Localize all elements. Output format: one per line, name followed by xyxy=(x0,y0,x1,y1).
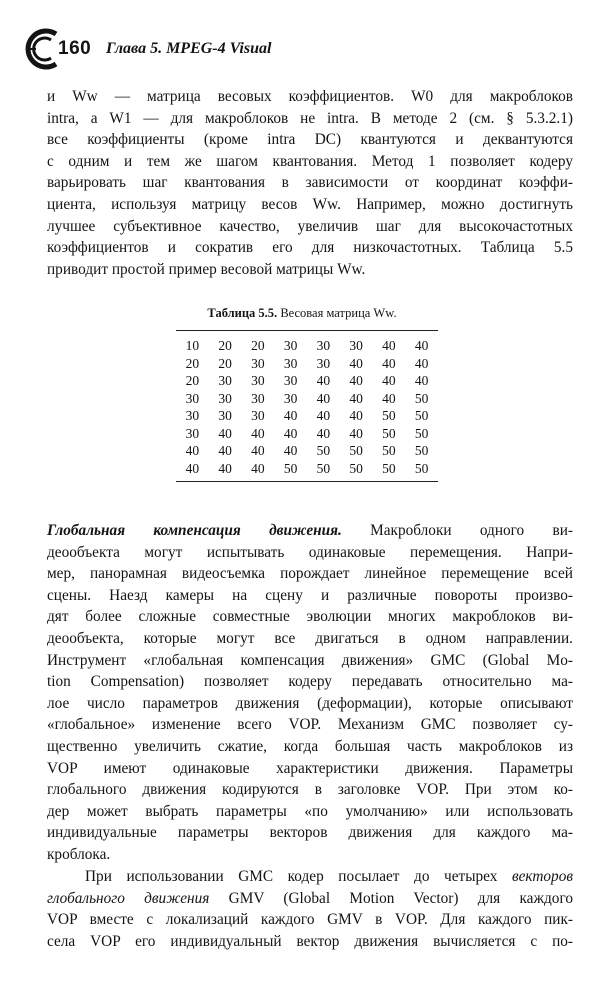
text-line: коэффициентов и сократив его для низкочастотных. Таблица 5.5 xyxy=(47,239,573,257)
matrix xyxy=(176,337,438,477)
matrix-cell: 30 xyxy=(218,373,232,388)
matrix-cell: 30 xyxy=(251,355,265,371)
matrix-cell: 40 xyxy=(251,443,265,458)
matrix-cell: 40 xyxy=(414,373,429,388)
text-line: села VOP его индивидуальный вектор движения вычисляется с по- xyxy=(47,932,573,950)
text-line: intra, а W1 — для макроблоков не intra. В методе 2 (см. § 5.3.2.1) xyxy=(47,109,573,127)
text-fragment: Макроблоки одного ви- xyxy=(370,522,573,539)
matrix-cell: 50 xyxy=(382,408,396,423)
matrix-cell: 40 xyxy=(185,443,200,458)
matrix-cell: 40 xyxy=(316,390,331,406)
matrix-cell: 30 xyxy=(349,338,363,353)
matrix-cell: 50 xyxy=(414,443,429,458)
paragraph-2 xyxy=(47,520,573,866)
matrix-row xyxy=(176,372,438,390)
matrix-cell: 40 xyxy=(414,355,429,371)
text-line: деообъекта могут испытывать одинаковые перемещения. Напри- xyxy=(47,543,573,561)
text-line: дер может выбрать параметры «по умолчанию» или использовать xyxy=(47,802,573,820)
text-line: деообъекта, которые могут все двигаться в одном направлении. xyxy=(47,629,573,647)
matrix-cell: 30 xyxy=(316,338,331,353)
matrix-cell: 40 xyxy=(283,425,298,441)
matrix-cell: 30 xyxy=(218,408,232,423)
text-line: щественно увеличить сжатие, когда большая часть макроблоков из xyxy=(47,737,573,755)
matrix-cell: 30 xyxy=(283,338,298,353)
matrix-cell: 30 xyxy=(218,390,232,406)
text-fragment: При использовании GMC кодер посылает до четырех xyxy=(85,868,498,885)
text-line: индивидуальные параметры векторов движения для каждого ма- xyxy=(47,824,573,842)
matrix-cell: 40 xyxy=(316,408,331,423)
matrix-cell: 50 xyxy=(283,460,298,476)
matrix-cell: 40 xyxy=(349,373,363,388)
matrix-row xyxy=(176,407,438,425)
book-logo-icon xyxy=(18,28,60,70)
matrix-cell: 20 xyxy=(218,355,232,371)
matrix-cell: 40 xyxy=(218,425,232,441)
matrix-cell: 40 xyxy=(185,460,200,476)
text-line: все коэффициенты (кроме intra DC) квантуются и деквантуются xyxy=(47,131,573,149)
paragraph-1 xyxy=(47,86,573,280)
text-line: кроблока. xyxy=(47,845,111,863)
matrix-cell: 50 xyxy=(414,408,429,423)
matrix-cell: 50 xyxy=(382,425,396,441)
matrix-cell: 30 xyxy=(185,425,200,441)
matrix-cell: 40 xyxy=(316,425,331,441)
section-heading: Глобальная компенсация движения. xyxy=(47,522,342,539)
text-line: варьировать шаг квантования в зависимости от координат коэффи- xyxy=(47,174,573,192)
matrix-cell: 50 xyxy=(382,443,396,458)
matrix-cell: 20 xyxy=(185,373,200,388)
matrix-row xyxy=(176,337,438,355)
text-line: приводит простой пример весовой матрицы Ww. xyxy=(47,260,366,278)
text-line: Инструмент «глобальная компенсация движения» GMC (Global Mo- xyxy=(47,651,573,669)
matrix-cell: 40 xyxy=(283,408,298,423)
text-line xyxy=(47,866,573,888)
matrix-cell: 50 xyxy=(316,460,331,476)
matrix-cell: 10 xyxy=(185,338,200,353)
matrix-cell: 50 xyxy=(414,460,429,476)
matrix-cell: 30 xyxy=(185,408,200,423)
matrix-cell: 30 xyxy=(283,355,298,371)
matrix-cell: 40 xyxy=(218,460,232,476)
page-number: 160 xyxy=(58,38,92,59)
matrix-cell: 40 xyxy=(382,355,396,371)
table-caption-text: Весовая матрица Ww. xyxy=(280,306,397,320)
paragraph-3 xyxy=(47,866,573,952)
matrix-cell: 30 xyxy=(185,390,200,406)
matrix-cell: 50 xyxy=(349,443,363,458)
matrix-cell: 40 xyxy=(382,338,396,353)
matrix-cell: 40 xyxy=(349,408,363,423)
matrix-cell: 40 xyxy=(283,443,298,458)
matrix-cell: 40 xyxy=(349,355,363,371)
text-line: «глобальное» изменение всего VOP. Механизм GMC позволяет су- xyxy=(47,716,573,734)
matrix-cell: 30 xyxy=(283,373,298,388)
text-line: мер, панорамная видеосъемка порождает линейное перемещение всей xyxy=(47,565,573,583)
matrix-cell: 40 xyxy=(382,373,396,388)
text-line: циента, используя матрицу весов Ww. Например, можно достигнуть xyxy=(47,195,573,213)
text-line: лучшее субъективное качество, увеличив шаг для высокочастотных xyxy=(47,217,573,235)
text-line: VOP имеют одинаковые характеристики движения. Параметры xyxy=(47,759,573,777)
matrix-row xyxy=(176,355,438,373)
text-line: и Ww — матрица весовых коэффициентов. W0 для макроблоков xyxy=(47,88,573,105)
matrix-cell: 40 xyxy=(349,390,363,406)
text-fragment-italic: глобального движения xyxy=(47,889,210,907)
matrix-cell: 50 xyxy=(382,460,396,476)
matrix-row xyxy=(176,390,438,408)
text-line: сцены. Наезд камеры на сцену и различные повороты произво- xyxy=(47,586,573,604)
matrix-cell: 50 xyxy=(414,390,429,406)
matrix-cell: 30 xyxy=(251,390,265,406)
text-line: глобального движения кодируются в заголовке VOP. При этом ко- xyxy=(47,781,573,799)
text-line: с одним и тем же шагом квантования. Метод 1 позволяет кодеру xyxy=(47,152,573,170)
text-line: tion Compensation) позволяет кодеру передавать относительно ма- xyxy=(47,673,573,691)
weight-matrix-table xyxy=(176,330,438,482)
matrix-cell: 50 xyxy=(414,425,429,441)
matrix-cell: 20 xyxy=(185,355,200,371)
text-line: дят более сложные совместные эволюции многих макроблоков ви- xyxy=(47,608,573,626)
matrix-row xyxy=(176,460,438,478)
matrix-cell: 40 xyxy=(349,425,363,441)
matrix-row xyxy=(176,425,438,443)
text-line xyxy=(47,520,573,542)
table-caption-label: Таблица 5.5. xyxy=(207,306,278,320)
matrix-cell: 40 xyxy=(218,443,232,458)
table-bottom-rule xyxy=(176,481,438,482)
matrix-cell: 30 xyxy=(251,373,265,388)
matrix-cell: 40 xyxy=(382,390,396,406)
matrix-row xyxy=(176,442,438,460)
matrix-cell: 40 xyxy=(251,425,265,441)
matrix-cell: 40 xyxy=(251,460,265,476)
text-line: VOP вместе с локализаций каждого GMV в VOP. Для каждого пик- xyxy=(47,911,573,929)
matrix-cell: 40 xyxy=(316,373,331,388)
matrix-cell: 30 xyxy=(283,390,298,406)
matrix-cell: 50 xyxy=(316,443,331,458)
matrix-cell: 40 xyxy=(414,338,429,353)
table-caption xyxy=(0,306,604,321)
matrix-cell: 20 xyxy=(251,338,265,353)
text-fragment-italic: векторов xyxy=(511,868,573,885)
text-fragment: GMV (Global Motion Vector) для каждого xyxy=(228,889,573,907)
matrix-cell: 30 xyxy=(316,355,331,371)
matrix-cell: 30 xyxy=(251,408,265,423)
table-top-rule xyxy=(176,330,438,331)
chapter-title: Глава 5. MPEG-4 Visual xyxy=(106,40,272,57)
page-header xyxy=(18,28,588,70)
matrix-cell: 50 xyxy=(349,460,363,476)
text-line xyxy=(47,888,573,910)
matrix-cell: 20 xyxy=(218,338,232,353)
text-line: лое число параметров движения (деформации), которые описывают xyxy=(47,694,573,712)
